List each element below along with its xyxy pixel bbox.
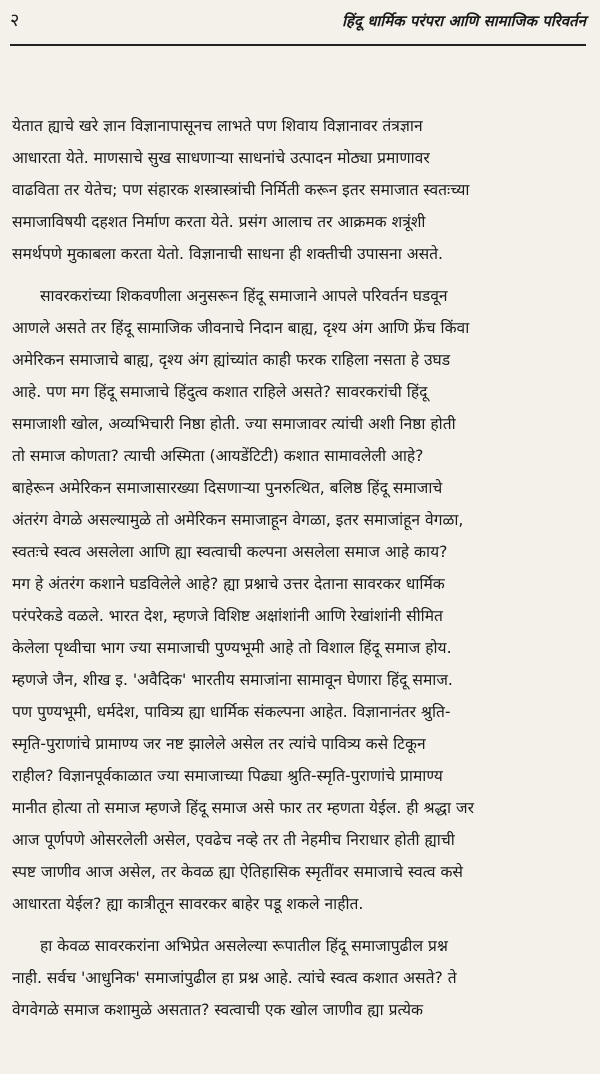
text-line: केलेला पृथ्वीचा भाग ज्या समाजाची पुण्यभूमी आहे तो विशाल हिंदू समाज होय. xyxy=(12,639,452,657)
text-line: हा केवळ सावरकरांना अभिप्रेत असलेल्या रूपातील हिंदू समाजापुढील प्रश्न xyxy=(40,937,448,955)
paragraph xyxy=(12,110,586,270)
paragraph xyxy=(12,280,586,920)
text-line: आणले असते तर हिंदू सामाजिक जीवनाचे निदान बाह्य, दृश्य अंग आणि फ्रेंच किंवा xyxy=(12,319,470,337)
text-line: नाही. सर्वच 'आधुनिक' समाजांपुढील हा प्रश्न आहे. त्यांचे स्वत्व कशात असते? ते xyxy=(12,969,457,987)
text-line: वेगवेगळे समाज कशामुळे असतात? स्वत्वाची एक खोल जाणीव ह्या प्रत्येक xyxy=(12,1001,423,1019)
text-line: परंपरेकडे वळले. भारत देश, म्हणजे विशिष्ट अक्षांशांनी आणि रेखांशांनी सीमित xyxy=(12,607,443,625)
text-line: आधारता येईल? ह्या कात्रीतून सावरकर बाहेर पडू शकले नाहीत. xyxy=(12,895,364,913)
header-rule xyxy=(10,44,586,46)
text-line: अंतरंग वेगळे असल्यामुळे तो अमेरिकन समाजाहून वेगळा, इतर समाजांहून वेगळा, xyxy=(12,511,464,529)
text-line: बाहेरून अमेरिकन समाजासारख्या दिसणाऱ्या पुनरुत्थित, बलिष्ठ हिंदू समाजाचे xyxy=(12,479,443,497)
text-line: आहे. पण मग हिंदू समाजाचे हिंदुत्व कशात राहिले असते? सावरकरांची हिंदू xyxy=(12,383,428,401)
paragraph-gap xyxy=(12,270,586,280)
text-line: तो समाज कोणता? त्याची अस्मिता (आयडेंटिटी) कशात सामावलेली आहे? xyxy=(12,447,424,465)
text-line: सावरकरांच्या शिकवणीला अनुसरून हिंदू समाजाने आपले परिवर्तन घडवून xyxy=(40,287,448,305)
text-line: समाजाविषयी दहशत निर्माण करता येते. प्रसंग आलाच तर आक्रमक शत्रूंशी xyxy=(12,213,426,231)
text-line: आधारता येते. माणसाचे सुख साधणाऱ्या साधनांचे उत्पादन मोठ्या प्रमाणावर xyxy=(12,149,430,167)
text-line: वाढविता तर येतेच; पण संहारक शस्त्रास्त्रांची निर्मिती करून इतर समाजात स्वतःच्या xyxy=(12,181,470,199)
text-line: आज पूर्णपणे ओसरलेली असेल, एवढेच नव्हे तर ती नेहमीच निराधार होती ह्याची xyxy=(12,831,455,849)
page-header xyxy=(10,6,586,36)
text-line: राहील? विज्ञानपूर्वकाळात ज्या समाजाच्या पिढ्या श्रुति-स्मृति-पुराणांचे प्रामाण्य xyxy=(12,767,443,785)
page-number: २ xyxy=(10,10,20,31)
text-line: अमेरिकन समाजाचे बाह्य, दृश्य अंग ह्यांच्यांत काही फरक राहिला नसता हे उघड xyxy=(12,351,451,369)
text-line: पण पुण्यभूमी, धर्मदेश, पावित्र्य ह्या धार्मिक संकल्पना आहेत. विज्ञानानंतर श्रुति- xyxy=(12,703,451,721)
text-line: मग हे अंतरंग कशाने घडविलेले आहे? ह्या प्रश्नाचे उत्तर देताना सावरकर धार्मिक xyxy=(12,575,445,593)
paragraph xyxy=(12,930,586,1026)
running-title: हिंदू धार्मिक परंपरा आणि सामाजिक परिवर्तन xyxy=(342,12,586,30)
text-line: समर्थपणे मुकाबला करता येतो. विज्ञानाची साधना ही शक्तीची उपासना असते. xyxy=(12,245,444,263)
text-line: म्हणजे जैन, शीख इ. 'अवैदिक' भारतीय समाजांना सामावून घेणारा हिंदू समाज. xyxy=(12,671,453,689)
text-line: समाजाशी खोल, अव्यभिचारी निष्ठा होती. ज्या समाजावर त्यांची अशी निष्ठा होती xyxy=(12,415,456,433)
text-line: येतात ह्याचे खरे ज्ञान विज्ञानापासूनच लाभते पण शिवाय विज्ञानावर तंत्रज्ञान xyxy=(12,117,423,135)
paragraph-gap xyxy=(12,920,586,930)
text-line: स्पष्ट जाणीव आज असेल, तर केवळ ह्या ऐतिहासिक स्मृतींवर समाजाचे स्वत्व कसे xyxy=(12,863,463,881)
text-line: मानीत होत्या तो समाज म्हणजे हिंदू समाज असे फार तर म्हणता येईल. ही श्रद्धा जर xyxy=(12,799,474,817)
body-text xyxy=(12,110,586,1026)
text-line: स्वतःचे स्वत्व असलेला आणि ह्या स्वत्वाची कल्पना असलेला समाज आहे काय? xyxy=(12,543,448,561)
text-line: स्मृति-पुराणांचे प्रामाण्य जर नष्ट झालेले असेल तर त्यांचे पावित्र्य कसे टिकून xyxy=(12,735,426,753)
